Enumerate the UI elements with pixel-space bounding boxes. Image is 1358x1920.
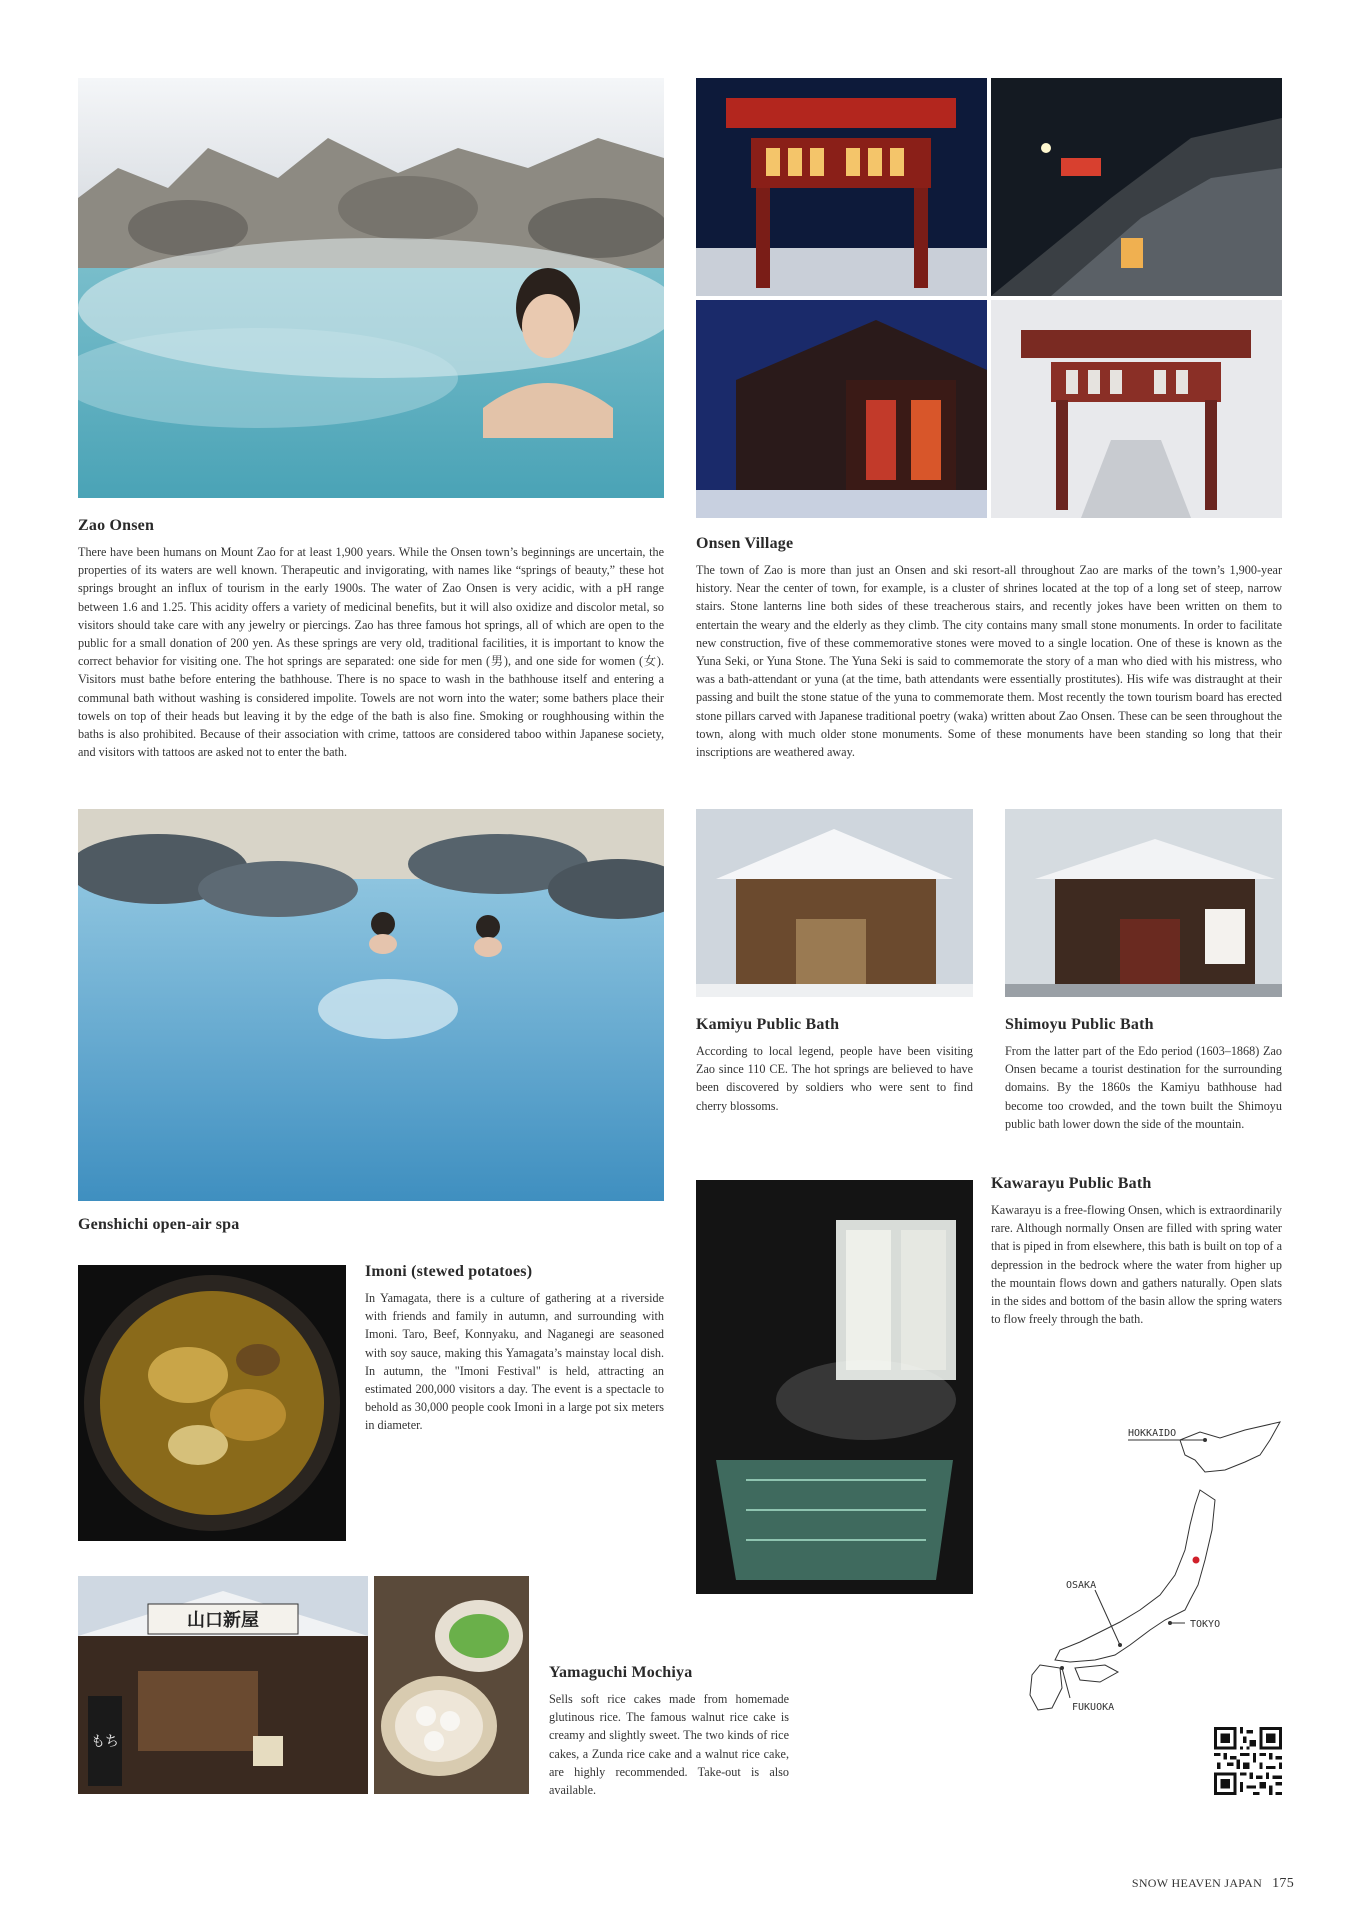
shrine-gate-snow-photo (991, 300, 1282, 518)
osaka-leader (1095, 1590, 1120, 1645)
stone-stairs-night-photo (991, 78, 1282, 296)
page-footer (1132, 1876, 1294, 1892)
kawarayu-heading: Kawarayu Public Bath (991, 1175, 1152, 1192)
osaka-dot (1118, 1643, 1122, 1647)
publication-name: SNOW HEAVEN JAPAN (1131, 1876, 1263, 1890)
kamiyu-bath-photo (696, 809, 973, 997)
map-label-osaka: OSAKA (1066, 1580, 1097, 1591)
honshu-outline (1055, 1490, 1215, 1662)
kawarayu-bath-photo (696, 1180, 973, 1594)
hokkaido-outline (1180, 1422, 1280, 1472)
onsen-village-body: The town of Zao is more than just an Onsen and ski resort-all throughout Zao are marks of the town’s 1,900-year history. Near the center of town, for example, is a cluster of shrines located at the top of a long set of steep, narrow stairs. Stone lanterns line both sides of these treacherous stairs, and recently jokes have been written on them to entertain the weary and the elderly as they climb. The city contains many small stone monuments. In order to facilitate new construction, five of these commemorative stones were moved to a single location. One of these is known as the Yuna Seki, or Yuna Stone. The Yuna Seki is said to commemorate the story of a man who died with his mistress, who was a bath-attendant or yuna (at the time, bath attendants were essentially prostitutes). His wife was distraught at their passing and built the stone statue of the yuna to commemorate them. Most recently the town tourism board has erected stone pillars carved with Japanese traditional poetry (waka) written about Zao Onsen. These can be seen throughout the town, along with much older stone monuments. Some of these monuments have been standing so long that their inscriptions are weathered away. (696, 563, 1282, 760)
kamiyu-heading: Kamiyu Public Bath (696, 1016, 840, 1033)
kamiyu-body: According to local legend, people have been visiting Zao since 110 CE. The hot springs are believed to have been discovered by soldiers who were sent to find cherry blossoms. (696, 1044, 973, 1113)
map-label-tokyo: TOKYO (1190, 1619, 1221, 1630)
shikoku-outline (1075, 1665, 1118, 1682)
zao-location-marker (1193, 1557, 1200, 1564)
shop-sign-text: 山口新屋 (187, 1610, 259, 1631)
map-label-hokkaido: HOKKAIDO (1128, 1428, 1177, 1439)
shrine-gate-night-photo (696, 78, 987, 296)
genshichi-heading: Genshichi open-air spa (78, 1216, 240, 1233)
red-building-night-photo (696, 300, 987, 518)
fukuoka-leader (1062, 1668, 1070, 1698)
imoni-heading: Imoni (stewed potatoes) (365, 1263, 533, 1280)
imoni-body: In Yamagata, there is a culture of gathering at a riverside with friends and family in autumn, and surrounding with Imoni. Taro, Beef, Konnyaku, and Naganegi are seasoned with soy sauce, making this Yamagata’s mainstay local dish. In autumn, the "Imoni Festival" is held, attracting an estimated 200,000 visitors a day. The event is a spectacle to behold as 30,000 people cook Imoni in a large pot six meters in diameter. (365, 1291, 664, 1433)
yamaguchi-body: Sells soft rice cakes made from homemade glutinous rice. The famous walnut rice cake is creamy and slightly sweet. The two kinds of rice cakes, a Zunda rice cake and a walnut rice cake, are highly recommended. Take-out is also available. (549, 1692, 789, 1798)
japan-map (1000, 1410, 1290, 1730)
rice-cakes-photo (374, 1576, 529, 1794)
shimoyu-heading: Shimoyu Public Bath (1005, 1016, 1154, 1033)
yamaguchi-shop-photo (78, 1576, 368, 1794)
tokyo-dot (1168, 1621, 1172, 1625)
zao-onsen-photo (78, 78, 664, 498)
page-number: 175 (1272, 1876, 1294, 1891)
zao-onsen-body: There have been humans on Mount Zao for at least 1,900 years. While the Onsen town’s beginnings are uncertain, the properties of its waters are well known. Therapeutic and invigorating, with names like “springs of beauty,” these hot springs brought an influx of tourism in the early 1900s. The water of Zao Onsen is very acidic, with a pH range between 1.6 and 1.25. This acidity offers a variety of medicinal benefits, but it will also oxidize and discolor metal, so visitors should take care with any jewelry or piercings. Zao has three famous hot springs, all of which are open to the public for a small donation of 200 yen. As these springs are very old, traditional facilities, it is important to know the correct behavior for visiting one. The hot springs are separated: one side for men (男), and one side for women (女). Visitors must bathe before entering the bathhouse. There is no space to wash in the bathhouse itself and entering a communal bath without washing is considered impolite. Towels are not worn into the water; some bathers place their towels on top of their heads but leaving it by the edge of the bath is also fine. Smoking or roughhousing within the baths is also prohibited. Because of their association with crime, tattoos are considered taboo within Japanese society, and visitors with tattoos are asked not to enter the bath. (78, 545, 664, 760)
shimoyu-body: From the latter part of the Edo period (1603–1868) Zao Onsen became a tourist destination for the surrounding domains. By the 1860s the Kamiyu bathhouse had become too crowded, and the town built the Shimoyu public bath lower down the side of the mountain. (1005, 1044, 1282, 1131)
hokkaido-dot (1203, 1438, 1207, 1442)
genshichi-spa-photo (78, 809, 664, 1201)
kyushu-outline (1030, 1665, 1062, 1710)
mochi-banner-text: もち (91, 1734, 119, 1750)
zao-onsen-heading: Zao Onsen (78, 517, 155, 534)
shimoyu-bath-photo (1005, 809, 1282, 997)
qr-code[interactable] (1214, 1727, 1282, 1795)
onsen-village-heading: Onsen Village (696, 535, 794, 552)
map-label-fukuoka: FUKUOKA (1072, 1702, 1115, 1713)
fukuoka-dot (1060, 1666, 1064, 1670)
kawarayu-body: Kawarayu is a free-flowing Onsen, which is extraordinarily rare. Although normally Onsen are filled with spring water that is piped in from elsewhere, this bath is built on top of a depression in the bedrock where the water from higher up the mountain flows down and gathers naturally. Open slats in the sides and bottom of the basin allow the spring waters to flow freely through the bath. (991, 1203, 1282, 1327)
imoni-pot-photo (78, 1265, 346, 1541)
yamaguchi-heading: Yamaguchi Mochiya (549, 1664, 693, 1681)
